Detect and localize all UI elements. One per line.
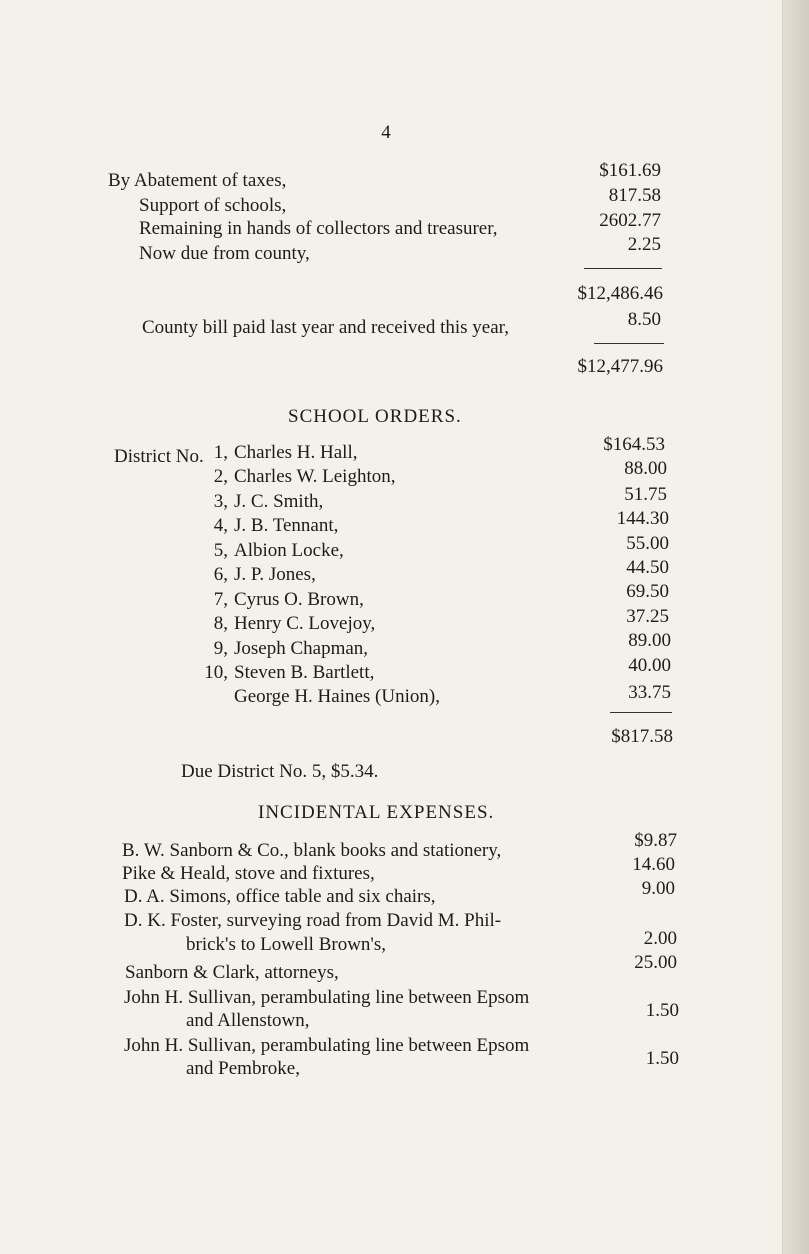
- expense-amount: 9.00: [641, 878, 675, 899]
- summary-label-abatement: By Abatement of taxes,: [108, 170, 287, 191]
- district-amount: 33.75: [628, 682, 671, 703]
- district-row: [202, 442, 357, 464]
- expense-line: brick's to Lowell Brown's,: [186, 934, 386, 955]
- district-teacher: Albion Locke,: [234, 540, 344, 561]
- district-teacher: Charles H. Hall,: [234, 442, 358, 463]
- district-teacher: Henry C. Lovejoy,: [234, 613, 376, 634]
- expense-amount: 1.50: [645, 1048, 679, 1069]
- district-teacher: J. P. Jones,: [234, 564, 316, 585]
- page-edge: [782, 0, 809, 1254]
- district-amount: 37.25: [626, 606, 669, 627]
- district-row: [202, 564, 316, 586]
- district-row: [202, 589, 364, 611]
- summary-label-schools: Support of schools,: [139, 195, 287, 216]
- page-number: 4: [381, 122, 391, 143]
- district-row: [202, 613, 375, 635]
- summary-total: $12,477.96: [577, 356, 663, 377]
- summary-amount-collectors: 2602.77: [599, 210, 661, 231]
- summary-rule-1: [584, 268, 662, 269]
- district-number: 6,: [213, 564, 228, 585]
- district-number: 5,: [213, 540, 228, 561]
- summary-amount-county: 2.25: [627, 234, 661, 255]
- expense-amount: $9.87: [634, 830, 677, 851]
- school-orders-total: $817.58: [611, 726, 673, 747]
- district-number: 4,: [213, 515, 228, 536]
- district-teacher: J. B. Tennant,: [234, 515, 339, 536]
- district-teacher: George H. Haines (Union),: [234, 686, 440, 707]
- district-number: 8,: [213, 613, 228, 634]
- summary-label-adjustment: County bill paid last year and received this year,: [142, 317, 509, 338]
- expense-line: D. K. Foster, surveying road from David M. Phil-: [124, 910, 502, 931]
- district-row: [202, 638, 368, 660]
- school-orders-rule: [610, 712, 672, 713]
- district-amount: 69.50: [626, 581, 669, 602]
- summary-amount-adjustment: 8.50: [627, 309, 661, 330]
- summary-amount-schools: 817.58: [608, 185, 661, 206]
- district-amount: $164.53: [603, 434, 665, 455]
- district-teacher: Joseph Chapman,: [234, 638, 369, 659]
- district-number: 10,: [204, 662, 228, 683]
- district-teacher: J. C. Smith,: [234, 491, 324, 512]
- due-district-note: Due District No. 5, $5.34.: [181, 761, 379, 782]
- district-prefix: District No.: [114, 446, 204, 467]
- expense-line: John H. Sullivan, perambulating line between Epsom: [124, 987, 530, 1008]
- district-row: [202, 662, 374, 684]
- district-amount: 55.00: [626, 533, 669, 554]
- expense-line: Sanborn & Clark, attorneys,: [125, 962, 339, 983]
- district-teacher: Steven B. Bartlett,: [234, 662, 375, 683]
- district-row: [202, 686, 440, 708]
- district-row: [202, 540, 344, 562]
- expense-amount: 25.00: [634, 952, 677, 973]
- district-row: [202, 466, 395, 488]
- district-amount: 144.30: [616, 508, 669, 529]
- expense-line: B. W. Sanborn & Co., blank books and stationery,: [122, 840, 502, 861]
- district-amount: 44.50: [626, 557, 669, 578]
- district-teacher: Cyrus O. Brown,: [234, 589, 364, 610]
- district-number: 2,: [213, 466, 228, 487]
- school-orders-heading: SCHOOL ORDERS.: [288, 406, 462, 427]
- summary-amount-abatement: $161.69: [599, 160, 661, 181]
- district-amount: 88.00: [624, 458, 667, 479]
- district-number: 7,: [213, 589, 228, 610]
- expense-line: and Pembroke,: [186, 1058, 300, 1079]
- expense-line: and Allenstown,: [186, 1010, 310, 1031]
- district-teacher: Charles W. Leighton,: [234, 466, 396, 487]
- district-amount: 51.75: [624, 484, 667, 505]
- expense-amount: 1.50: [645, 1000, 679, 1021]
- summary-subtotal: $12,486.46: [577, 283, 663, 304]
- incidental-heading: INCIDENTAL EXPENSES.: [258, 802, 495, 823]
- district-row: [202, 491, 323, 513]
- expense-amount: 2.00: [643, 928, 677, 949]
- expense-line: John H. Sullivan, perambulating line between Epsom: [124, 1035, 530, 1056]
- expense-line: D. A. Simons, office table and six chairs,: [124, 886, 436, 907]
- summary-rule-2: [594, 343, 664, 344]
- summary-label-county: Now due from county,: [139, 243, 310, 264]
- summary-label-collectors: Remaining in hands of collectors and treasurer,: [139, 218, 498, 239]
- district-number: 9,: [213, 638, 228, 659]
- district-row: [202, 515, 338, 537]
- district-amount: 40.00: [628, 655, 671, 676]
- district-number: 3,: [213, 491, 228, 512]
- district-number: 1,: [213, 442, 228, 463]
- district-amount: 89.00: [628, 630, 671, 651]
- expense-amount: 14.60: [632, 854, 675, 875]
- expense-line: Pike & Heald, stove and fixtures,: [122, 863, 375, 884]
